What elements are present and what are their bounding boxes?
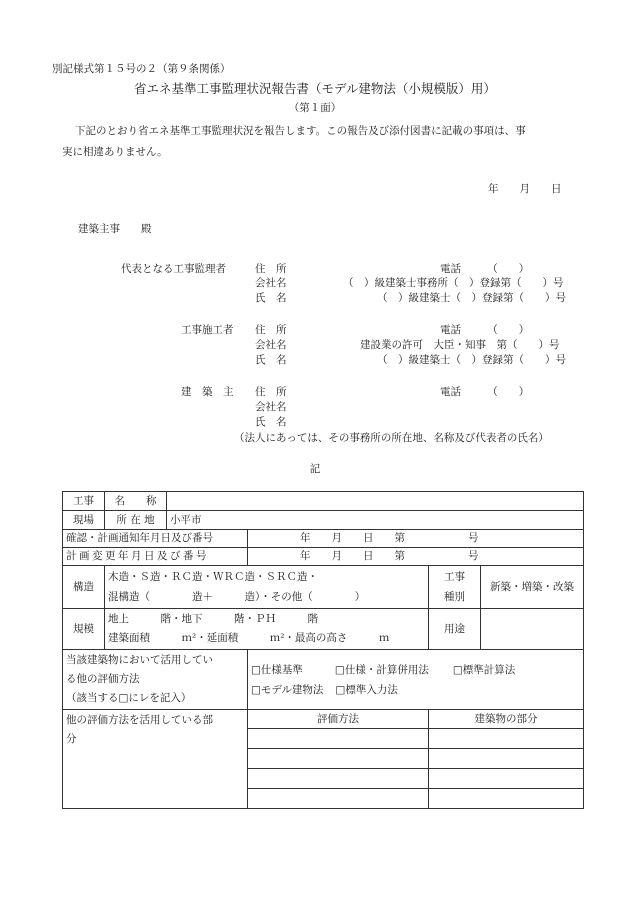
structure-line2: 混構造（ 造＋ 造）・その他（ ） bbox=[108, 591, 366, 603]
form-number: 別記様式第１５号の２（第９条関係） bbox=[52, 63, 231, 75]
work-type-label-line1: 工事 bbox=[444, 571, 465, 583]
site-location-value[interactable]: 小平市 bbox=[167, 511, 584, 530]
option-spec-standard[interactable]: □仕様基準 bbox=[251, 663, 303, 676]
supervisor-phone: 電話 （ ） bbox=[440, 263, 530, 275]
use-label: 用途 bbox=[429, 609, 481, 650]
scale-values[interactable] bbox=[105, 609, 429, 650]
page-indicator: （第１面） bbox=[288, 102, 342, 114]
scale-label: 規模 bbox=[63, 609, 105, 650]
parts-q1: 他の評価方法を活用している部 bbox=[66, 714, 213, 726]
parts-q2: 分 bbox=[66, 733, 77, 745]
structure-line1: 木造・Ｓ造・ＲＣ造・ＷＲＣ造・ＳＲＣ造・ bbox=[108, 571, 318, 583]
supervisor-address-label: 住 所 bbox=[255, 263, 287, 275]
scale-areas: 建築面積 ｍ²・延面積 ｍ²・最高の高さ ｍ bbox=[108, 632, 390, 644]
statement-line2: 実に相違ありません。 bbox=[62, 146, 168, 158]
option-standard-input[interactable]: □標準入力法 bbox=[335, 683, 398, 696]
confirm-value[interactable]: 年 月 日 第 号 bbox=[248, 530, 584, 548]
eval-method-header: 評価方法 bbox=[248, 710, 429, 729]
supervisor-office-registration: （ ）級建築士事務所（ ）登録第（ ）号 bbox=[343, 277, 564, 289]
other-methods-q2: る他の評価方法 bbox=[66, 673, 140, 685]
supervisor-architect-registration: （ ）級建築士（ ）登録第（ ）号 bbox=[377, 292, 566, 304]
contractor-address-label: 住 所 bbox=[255, 324, 287, 336]
eval-method-cell[interactable] bbox=[248, 749, 429, 769]
owner-company-label: 会社名 bbox=[255, 401, 287, 413]
owner-phone: 電話 （ ） bbox=[440, 386, 530, 398]
work-type-label-line2: 種別 bbox=[444, 591, 465, 603]
use-field[interactable] bbox=[481, 609, 584, 650]
building-part-cell[interactable] bbox=[429, 789, 584, 809]
contractor-label: 工事施工者 bbox=[181, 324, 234, 336]
other-methods-question bbox=[63, 650, 248, 710]
ki-heading: 記 bbox=[309, 463, 321, 475]
owner-label: 建 築 主 bbox=[181, 386, 234, 398]
option-standard-calc[interactable]: □標準計算法 bbox=[452, 663, 516, 676]
building-part-cell[interactable] bbox=[429, 729, 584, 749]
owner-address-label: 住 所 bbox=[255, 386, 287, 398]
structure-label: 構造 bbox=[63, 566, 105, 609]
change-label: 計画変更年月日及び番号 bbox=[63, 548, 248, 566]
contractor-name-label: 氏 名 bbox=[255, 354, 287, 366]
confirm-label: 確認・計画通知年月日及び番号 bbox=[63, 530, 248, 548]
option-spec-calc[interactable]: □仕様・計算併用法 bbox=[334, 663, 429, 676]
report-table bbox=[62, 491, 584, 809]
supervisor-name-label: 氏 名 bbox=[255, 292, 287, 304]
option-model-building[interactable]: □モデル建物法 bbox=[251, 683, 324, 696]
owner-name-label: 氏 名 bbox=[255, 416, 287, 428]
addressee: 建築主事 殿 bbox=[78, 223, 152, 235]
site-location-label: 所 在 地 bbox=[105, 511, 167, 530]
page-title: 省エネ基準工事監理状況報告書（モデル建物法（小規模版）用） bbox=[134, 81, 496, 96]
supervisor-label: 代表となる工事監理者 bbox=[121, 263, 226, 275]
contractor-license: 建設業の許可 大臣・知事 第（ ）号 bbox=[360, 339, 560, 351]
other-methods-q3: （該当する□にレを記入） bbox=[66, 692, 192, 704]
site-name-field[interactable] bbox=[167, 492, 584, 511]
work-type-label bbox=[429, 566, 481, 609]
building-part-header: 建築物の部分 bbox=[429, 710, 584, 729]
kouji-label: 工事 bbox=[63, 492, 105, 511]
eval-method-cell[interactable] bbox=[248, 729, 429, 749]
method-options[interactable] bbox=[248, 650, 584, 710]
scale-floors: 地上 階・地下 階・ＰＨ 階 bbox=[108, 613, 318, 625]
statement-line1: 下記のとおり省エネ基準工事監理状況を報告します。この報告及び添付図書に記載の事項は、事 bbox=[75, 125, 526, 137]
report-date: 年 月 日 bbox=[488, 183, 562, 195]
contractor-phone: 電話 （ ） bbox=[440, 324, 530, 336]
eval-method-cell[interactable] bbox=[248, 769, 429, 789]
structure-options[interactable] bbox=[105, 566, 429, 609]
eval-method-cell[interactable] bbox=[248, 789, 429, 809]
genba-label: 現場 bbox=[63, 511, 105, 530]
supervisor-company-label: 会社名 bbox=[255, 277, 287, 289]
parts-question bbox=[63, 710, 248, 809]
building-part-cell[interactable] bbox=[429, 749, 584, 769]
contractor-architect-registration: （ ）級建築士（ ）登録第（ ）号 bbox=[377, 354, 566, 366]
contractor-company-label: 会社名 bbox=[255, 339, 287, 351]
work-type-value[interactable]: 新築・増築・改築 bbox=[481, 566, 584, 609]
building-part-cell[interactable] bbox=[429, 769, 584, 789]
other-methods-q1: 当該建築物において活用してい bbox=[66, 654, 213, 666]
change-value[interactable]: 年 月 日 第 号 bbox=[248, 548, 584, 566]
site-name-label: 名 称 bbox=[105, 492, 167, 511]
owner-note: （法人にあっては、その事務所の所在地、名称及び代表者の氏名） bbox=[234, 432, 549, 444]
